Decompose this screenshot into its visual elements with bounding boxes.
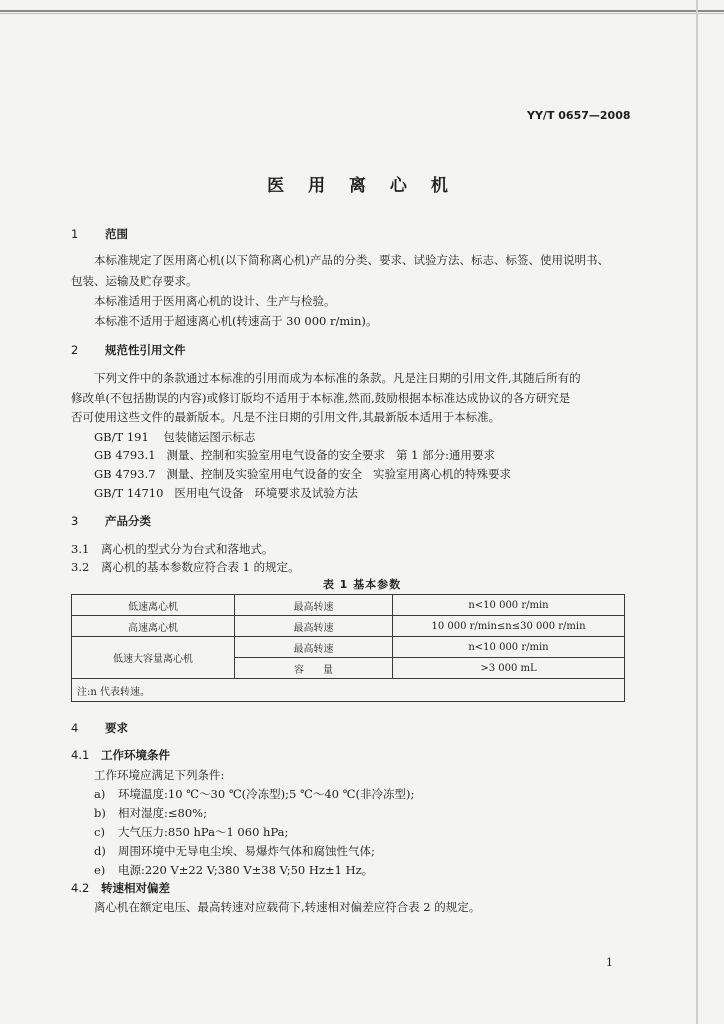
page-number: 1 — [606, 956, 613, 969]
list-text: 相对湿度:≤80%; — [118, 806, 207, 820]
s2-para-line2: 修改单(不包括勘误的内容)或修订版均不适用于本标准,然而,鼓励根据本标准达成协议的各方研究是 — [71, 391, 571, 405]
table-1-caption: 表 1 基本参数 — [322, 578, 402, 591]
list-text: 周围环境中无导电尘埃、易爆炸气体和腐蚀性气体; — [118, 844, 375, 858]
reference-item: GB 4793.1 测量、控制和实验室用电气设备的安全要求 第 1 部分:通用要求 — [94, 448, 495, 462]
table-cell-param: 最高转速 — [235, 637, 393, 658]
table-row — [72, 616, 625, 637]
clause-number: 3.1 — [71, 542, 90, 556]
top-rule-shadow — [0, 13, 724, 14]
section-number: 2 — [71, 343, 79, 357]
list-label: b) — [94, 806, 106, 820]
page-edge — [696, 0, 698, 1024]
list-item — [94, 805, 207, 821]
table-row — [72, 637, 625, 658]
table-cell-type: 低速离心机 — [72, 595, 235, 616]
reference-item: GB 4793.7 测量、控制及实验室用电气设备的安全 实验室用离心机的特殊要求 — [94, 467, 511, 481]
s1-para3: 本标准不适用于超速离心机(转速高于 30 000 r/min)。 — [94, 314, 378, 328]
list-text: 环境温度:10 ℃～30 ℃(冷冻型);5 ℃～40 ℃(非冷冻型); — [118, 787, 415, 801]
clause-title: 转速相对偏差 — [101, 881, 170, 895]
clause-3-2 — [71, 559, 300, 575]
clause-3-1 — [71, 541, 274, 557]
list-label: c) — [94, 825, 105, 839]
c42-text: 离心机在额定电压、最高转速对应载荷下,转速相对偏差应符合表 2 的规定。 — [94, 900, 481, 914]
s2-para-line3: 否可使用这些文件的最新版本。凡是不注日期的引用文件,其最新版本适用于本标准。 — [71, 410, 501, 424]
section-number: 4 — [71, 721, 79, 735]
section-1-heading — [71, 226, 128, 242]
table-cell-value: 10 000 r/min≤n≤30 000 r/min — [393, 616, 625, 637]
clause-text: 离心机的型式分为台式和落地式。 — [101, 542, 274, 556]
reference-item: GB/T 14710 医用电气设备 环境要求及试验方法 — [94, 486, 358, 500]
list-label: a) — [94, 787, 106, 801]
c41-intro: 工作环境应满足下列条件: — [94, 768, 225, 782]
doc-id: YY/T 0657—2008 — [527, 109, 631, 122]
section-number: 3 — [71, 514, 79, 528]
list-item — [94, 862, 373, 878]
section-title: 规范性引用文件 — [105, 343, 186, 357]
clause-4-2-heading — [71, 880, 170, 896]
list-item — [94, 824, 288, 840]
clause-4-1-heading — [71, 747, 170, 763]
table-cell-type: 高速离心机 — [72, 616, 235, 637]
section-3-heading — [71, 513, 151, 529]
table-cell-param: 容 量 — [235, 658, 393, 679]
list-text: 大气压力:850 hPa～1 060 hPa; — [118, 825, 289, 839]
table-row — [72, 595, 625, 616]
section-2-heading — [71, 342, 186, 358]
clause-title: 工作环境条件 — [101, 748, 170, 762]
section-4-heading — [71, 720, 128, 736]
table-cell-value: n<10 000 r/min — [393, 595, 625, 616]
list-label: d) — [94, 844, 106, 858]
s1-para1-line2: 包装、运输及贮存要求。 — [71, 274, 198, 288]
section-title: 产品分类 — [105, 514, 151, 528]
clause-text: 离心机的基本参数应符合表 1 的规定。 — [101, 560, 300, 574]
s2-para-line1: 下列文件中的条款通过本标准的引用而成为本标准的条款。凡是注日期的引用文件,其随后所有的 — [94, 371, 581, 385]
table-cell-value: n<10 000 r/min — [393, 637, 625, 658]
section-number: 1 — [71, 227, 79, 241]
table-note: 注:n 代表转速。 — [72, 679, 625, 702]
table-cell-value: >3 000 mL — [393, 658, 625, 679]
clause-number: 4.1 — [71, 748, 90, 762]
clause-number: 4.2 — [71, 881, 90, 895]
clause-number: 3.2 — [71, 560, 90, 574]
section-title: 要求 — [105, 721, 128, 735]
table-cell-type: 低速大容量离心机 — [72, 637, 235, 679]
table-cell-param: 最高转速 — [235, 595, 393, 616]
s1-para1-line1: 本标准规定了医用离心机(以下简称离心机)产品的分类、要求、试验方法、标志、标签、使用说明书、 — [94, 253, 609, 267]
top-rule — [0, 10, 724, 12]
list-text: 电源:220 V±22 V;380 V±38 V;50 Hz±1 Hz。 — [118, 863, 374, 877]
table-1-basic-parameters — [71, 594, 625, 702]
list-item — [94, 843, 375, 859]
section-title: 范围 — [105, 227, 128, 241]
page-title: 医 用 离 心 机 — [267, 176, 457, 196]
table-note-row — [72, 679, 625, 702]
list-label: e) — [94, 863, 106, 877]
reference-item: GB/T 191 包装储运图示标志 — [94, 430, 256, 444]
table-cell-param: 最高转速 — [235, 616, 393, 637]
list-item — [94, 786, 414, 802]
s1-para2: 本标准适用于医用离心机的设计、生产与检验。 — [94, 294, 336, 308]
